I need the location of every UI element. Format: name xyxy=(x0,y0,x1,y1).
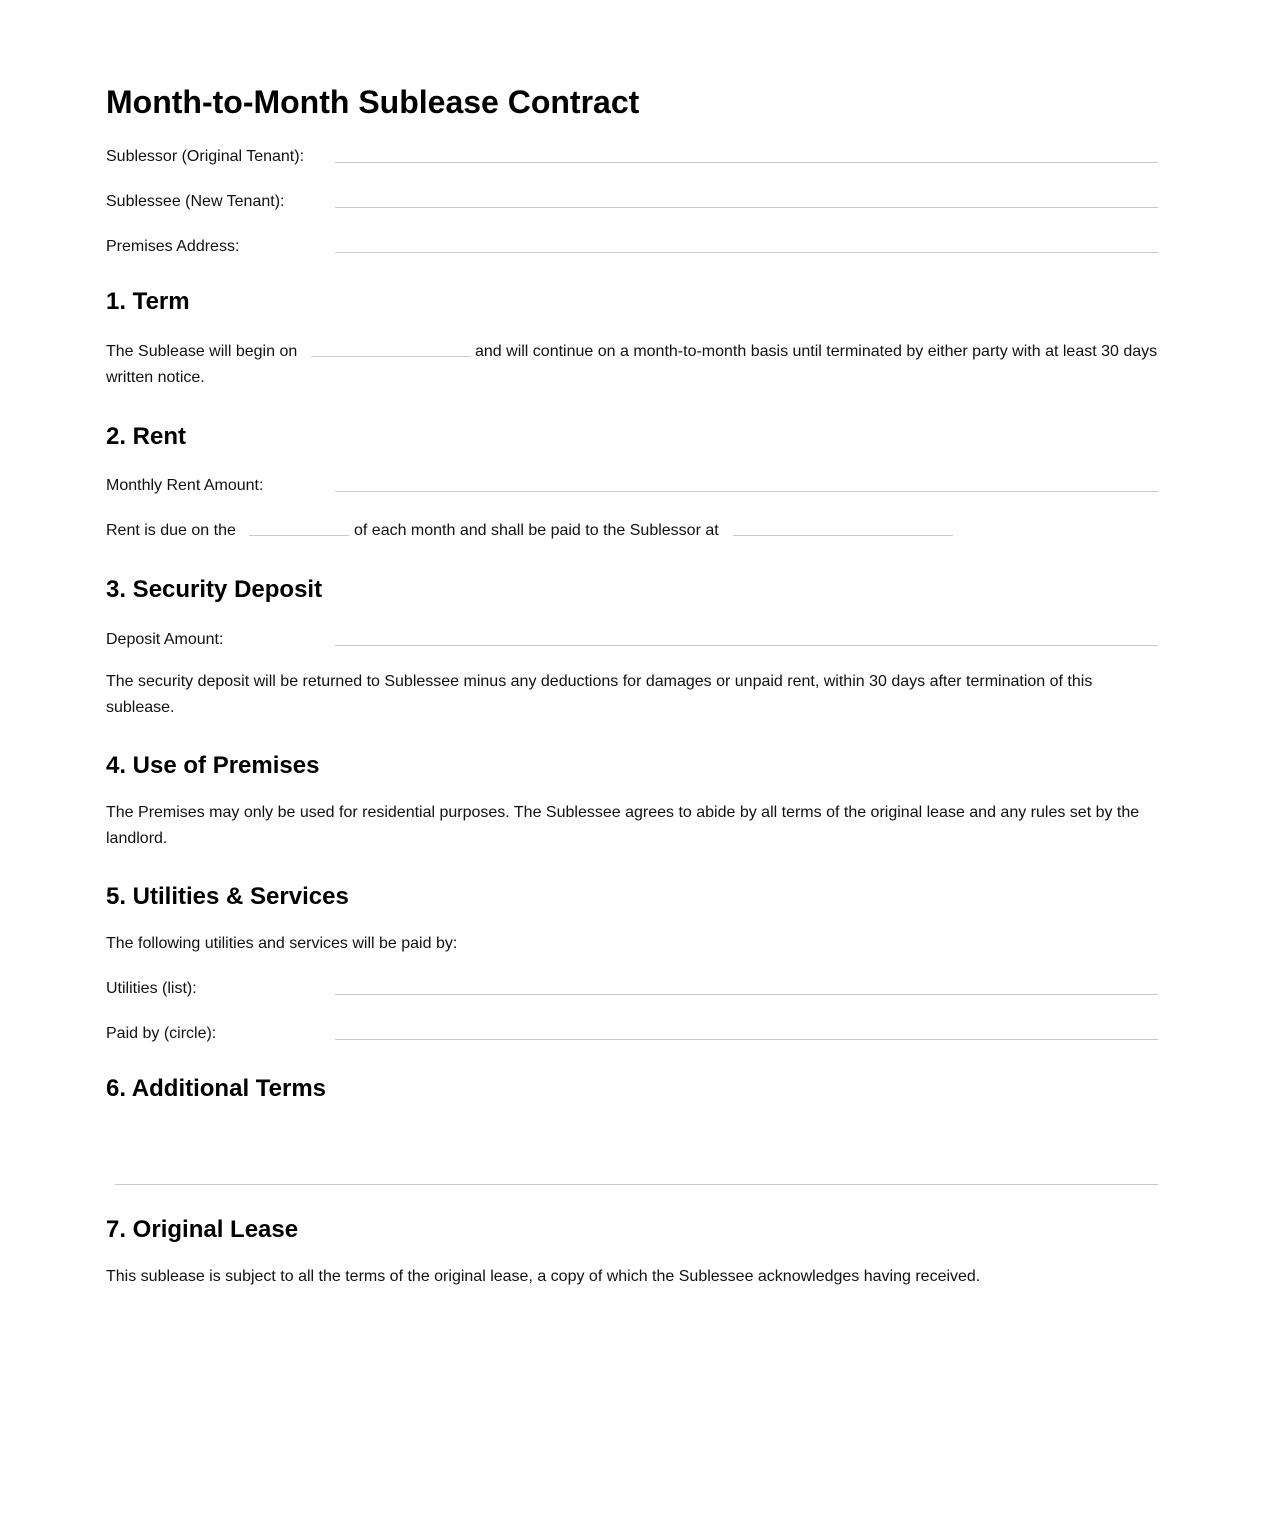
premises-label: Premises Address: xyxy=(106,238,240,255)
term-text-line2: written notice. xyxy=(106,369,205,386)
sublessee-blank-line[interactable] xyxy=(335,207,1158,208)
additional-terms-heading: 6. Additional Terms xyxy=(106,1075,327,1102)
sublessee-field xyxy=(106,190,1158,214)
utilities-list-blank-line[interactable] xyxy=(335,994,1158,995)
premises-blank-line[interactable] xyxy=(335,252,1158,253)
rent-amount-blank-line[interactable] xyxy=(335,491,1158,492)
utilities-list-label: Utilities (list): xyxy=(106,980,197,997)
deposit-amount-label: Deposit Amount: xyxy=(106,631,224,648)
original-lease-text: This sublease is subject to all the terms of the original lease, a copy of which the Sublessee acknowledges having received. xyxy=(106,1268,981,1285)
term-text-after: and will continue on a month-to-month basis until terminated by either party with at least 30 days xyxy=(475,343,1158,360)
utilities-list-field xyxy=(106,977,1158,1001)
use-heading: 4. Use of Premises xyxy=(106,752,320,779)
due-day-blank-line[interactable] xyxy=(249,535,349,536)
rent-due-text-middle: of each month and shall be paid to the Sublessor at xyxy=(354,522,719,539)
sublessor-label: Sublessor (Original Tenant): xyxy=(106,148,305,165)
deposit-amount-blank-line[interactable] xyxy=(335,645,1158,646)
sublessor-blank-line[interactable] xyxy=(335,162,1158,163)
deposit-amount-field xyxy=(106,628,1158,652)
paid-by-blank-line[interactable] xyxy=(335,1039,1158,1040)
rent-heading: 2. Rent xyxy=(106,423,187,450)
utilities-heading: 5. Utilities & Services xyxy=(106,883,349,910)
rent-due-text-before: Rent is due on the xyxy=(106,522,236,539)
term-heading: 1. Term xyxy=(106,288,190,315)
deposit-heading: 3. Security Deposit xyxy=(106,576,323,603)
payment-location-blank-line[interactable] xyxy=(733,535,953,536)
sublessee-label: Sublessee (New Tenant): xyxy=(106,193,285,210)
paid-by-label: Paid by (circle): xyxy=(106,1025,217,1042)
utilities-intro: The following utilities and services will be paid by: xyxy=(106,935,458,952)
paid-by-field xyxy=(106,1022,1158,1046)
sublessor-field xyxy=(106,145,1158,169)
deposit-text: The security deposit will be returned to Sublessee minus any deductions for damages or unpaid rent, within 30 days after termination of this sublease. xyxy=(106,673,1093,716)
rent-amount-field xyxy=(106,474,1158,498)
additional-terms-blank-line[interactable] xyxy=(115,1184,1158,1185)
original-lease-heading: 7. Original Lease xyxy=(106,1216,299,1243)
document-title: Month-to-Month Sublease Contract xyxy=(106,84,640,120)
term-text-before: The Sublease will begin on xyxy=(106,343,298,360)
start-date-blank-line[interactable] xyxy=(311,356,471,357)
rent-amount-label: Monthly Rent Amount: xyxy=(106,477,264,494)
premises-field xyxy=(106,235,1158,259)
use-text: The Premises may only be used for residential purposes. The Sublessee agrees to abide by all terms of the original lease and any rules set by the landlord. xyxy=(106,804,1140,847)
